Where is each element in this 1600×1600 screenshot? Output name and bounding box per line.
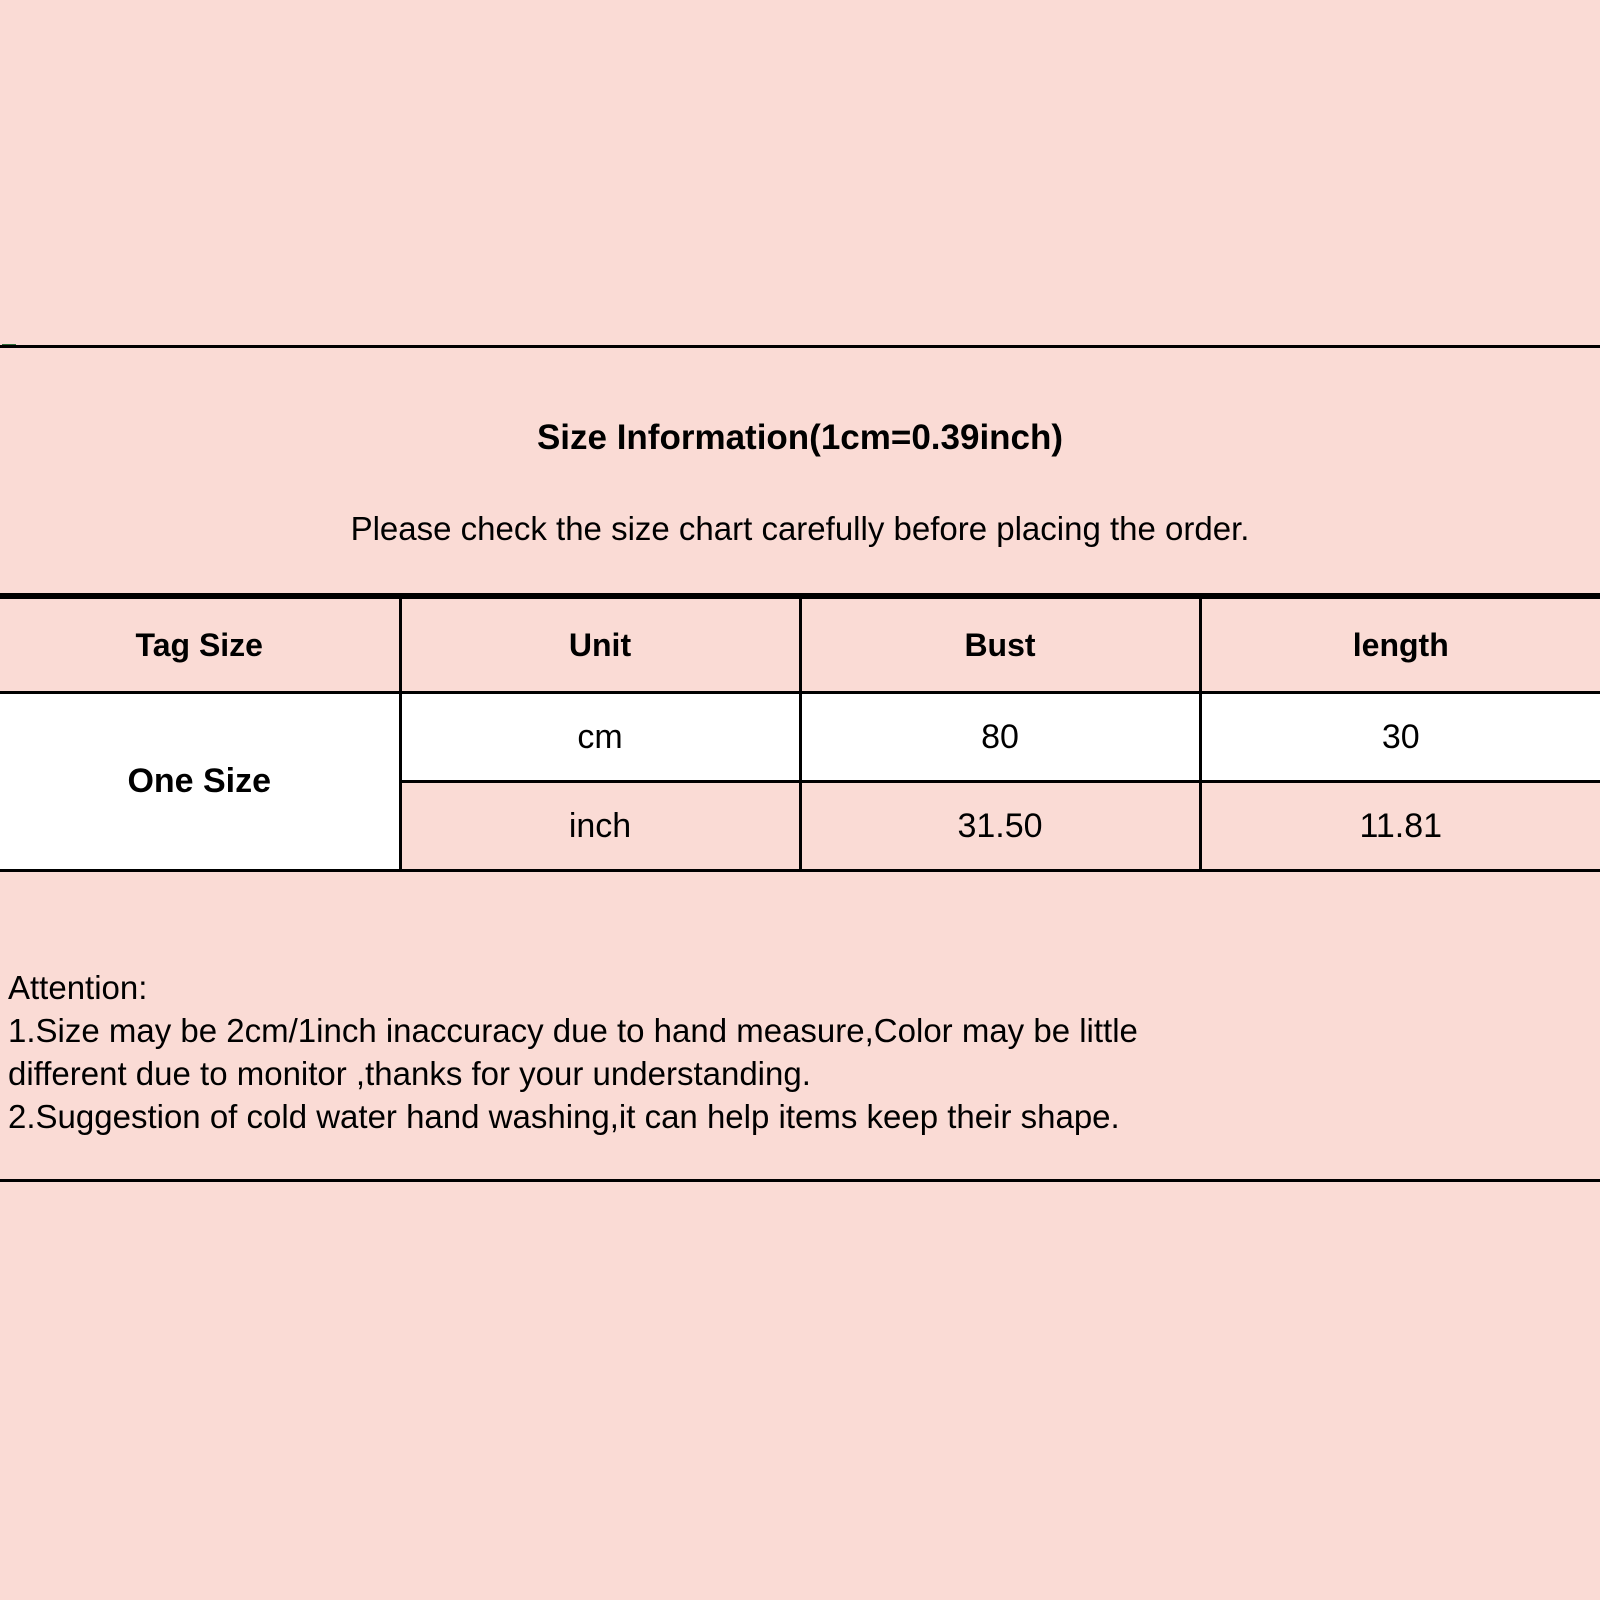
attention-heading: Attention:: [8, 969, 148, 1006]
cell-bust-inch: 31.50: [800, 782, 1200, 871]
size-table: [0, 596, 1600, 872]
size-chart-block: [0, 345, 1600, 1182]
attention-section: [0, 872, 1600, 1179]
page-subtitle: Please check the size chart carefully before placing the order.: [350, 510, 1250, 547]
column-header-tag-size: Tag Size: [0, 598, 400, 693]
attention-line-1: 1.Size may be 2cm/1inch inaccuracy due to hand measure,Color may be little: [8, 1011, 1138, 1049]
cell-tag-size-value: One Size: [0, 693, 400, 871]
cell-unit-cm: cm: [400, 693, 800, 782]
page-title: Size Information(1cm=0.39inch): [536, 418, 1064, 457]
cell-length-cm: 30: [1200, 693, 1600, 782]
cell-bust-cm: 80: [800, 693, 1200, 782]
cell-length-inch: 11.81: [1200, 782, 1600, 871]
column-header-bust: Bust: [800, 598, 1200, 693]
attention-line-2: different due to monitor ,thanks for your understanding.: [8, 1054, 811, 1092]
chart-heading-area: [0, 348, 1600, 596]
attention-line-3: 2.Suggestion of cold water hand washing,it can help items keep their shape.: [8, 1097, 1120, 1135]
column-header-unit: Unit: [400, 598, 800, 693]
column-header-length: length: [1200, 598, 1600, 693]
table-row: [0, 693, 1600, 782]
table-header-row: [0, 598, 1600, 693]
cell-unit-inch: inch: [400, 782, 800, 871]
